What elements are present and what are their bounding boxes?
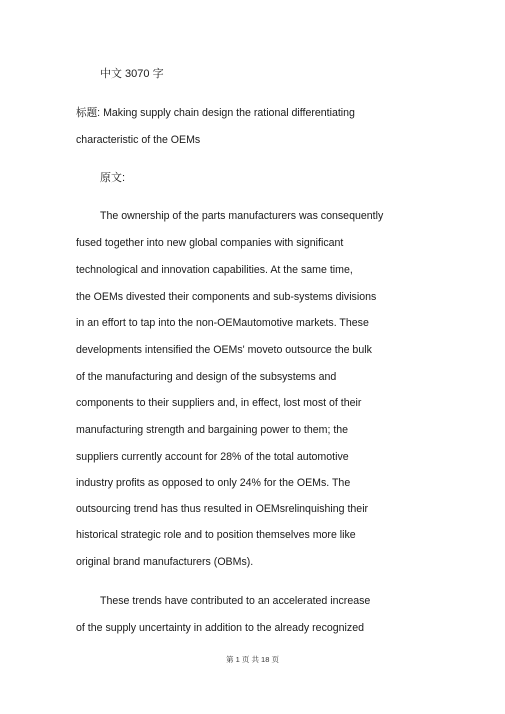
body-line: in an effort to tap into the non-OEMautomotive markets. These	[76, 317, 369, 329]
body-line: suppliers currently account for 28% of the total automotive	[76, 451, 349, 463]
body-line: historical strategic role and to position themselves more like	[76, 529, 356, 541]
body-line: original brand manufacturers (OBMs).	[76, 556, 254, 568]
body-line: components to their suppliers and, in effect, lost most of their	[76, 397, 362, 409]
page-footer: 第 1 页 共 18 页	[226, 655, 279, 664]
body-line: technological and innovation capabilities. At the same time,	[76, 264, 353, 276]
title-line-2: characteristic of the OEMs	[76, 134, 201, 146]
body-line: outsourcing trend has thus resulted in OEMsrelinquishing their	[76, 503, 369, 515]
body-line: industry profits as opposed to only 24% for the OEMs. The	[76, 477, 351, 489]
body-line: These trends have contributed to an accelerated increase	[100, 595, 371, 607]
word-count: 中文 3070 字	[100, 68, 164, 80]
title-line-1: 标题: Making supply chain design the rational differentiating	[76, 107, 355, 119]
body-line: fused together into new global companies with significant	[76, 237, 344, 249]
body-line: the OEMs divested their components and sub-systems divisions	[76, 291, 377, 303]
body-line: of the supply uncertainty in addition to the already recognized	[76, 622, 364, 634]
body-line: The ownership of the parts manufacturers was consequently	[100, 210, 384, 222]
body-line: of the manufacturing and design of the subsystems and	[76, 371, 337, 383]
body-line: manufacturing strength and bargaining power to them; the	[76, 424, 349, 436]
original-label: 原文:	[100, 172, 126, 184]
body-line: developments intensified the OEMs' moveto outsource the bulk	[76, 344, 372, 356]
